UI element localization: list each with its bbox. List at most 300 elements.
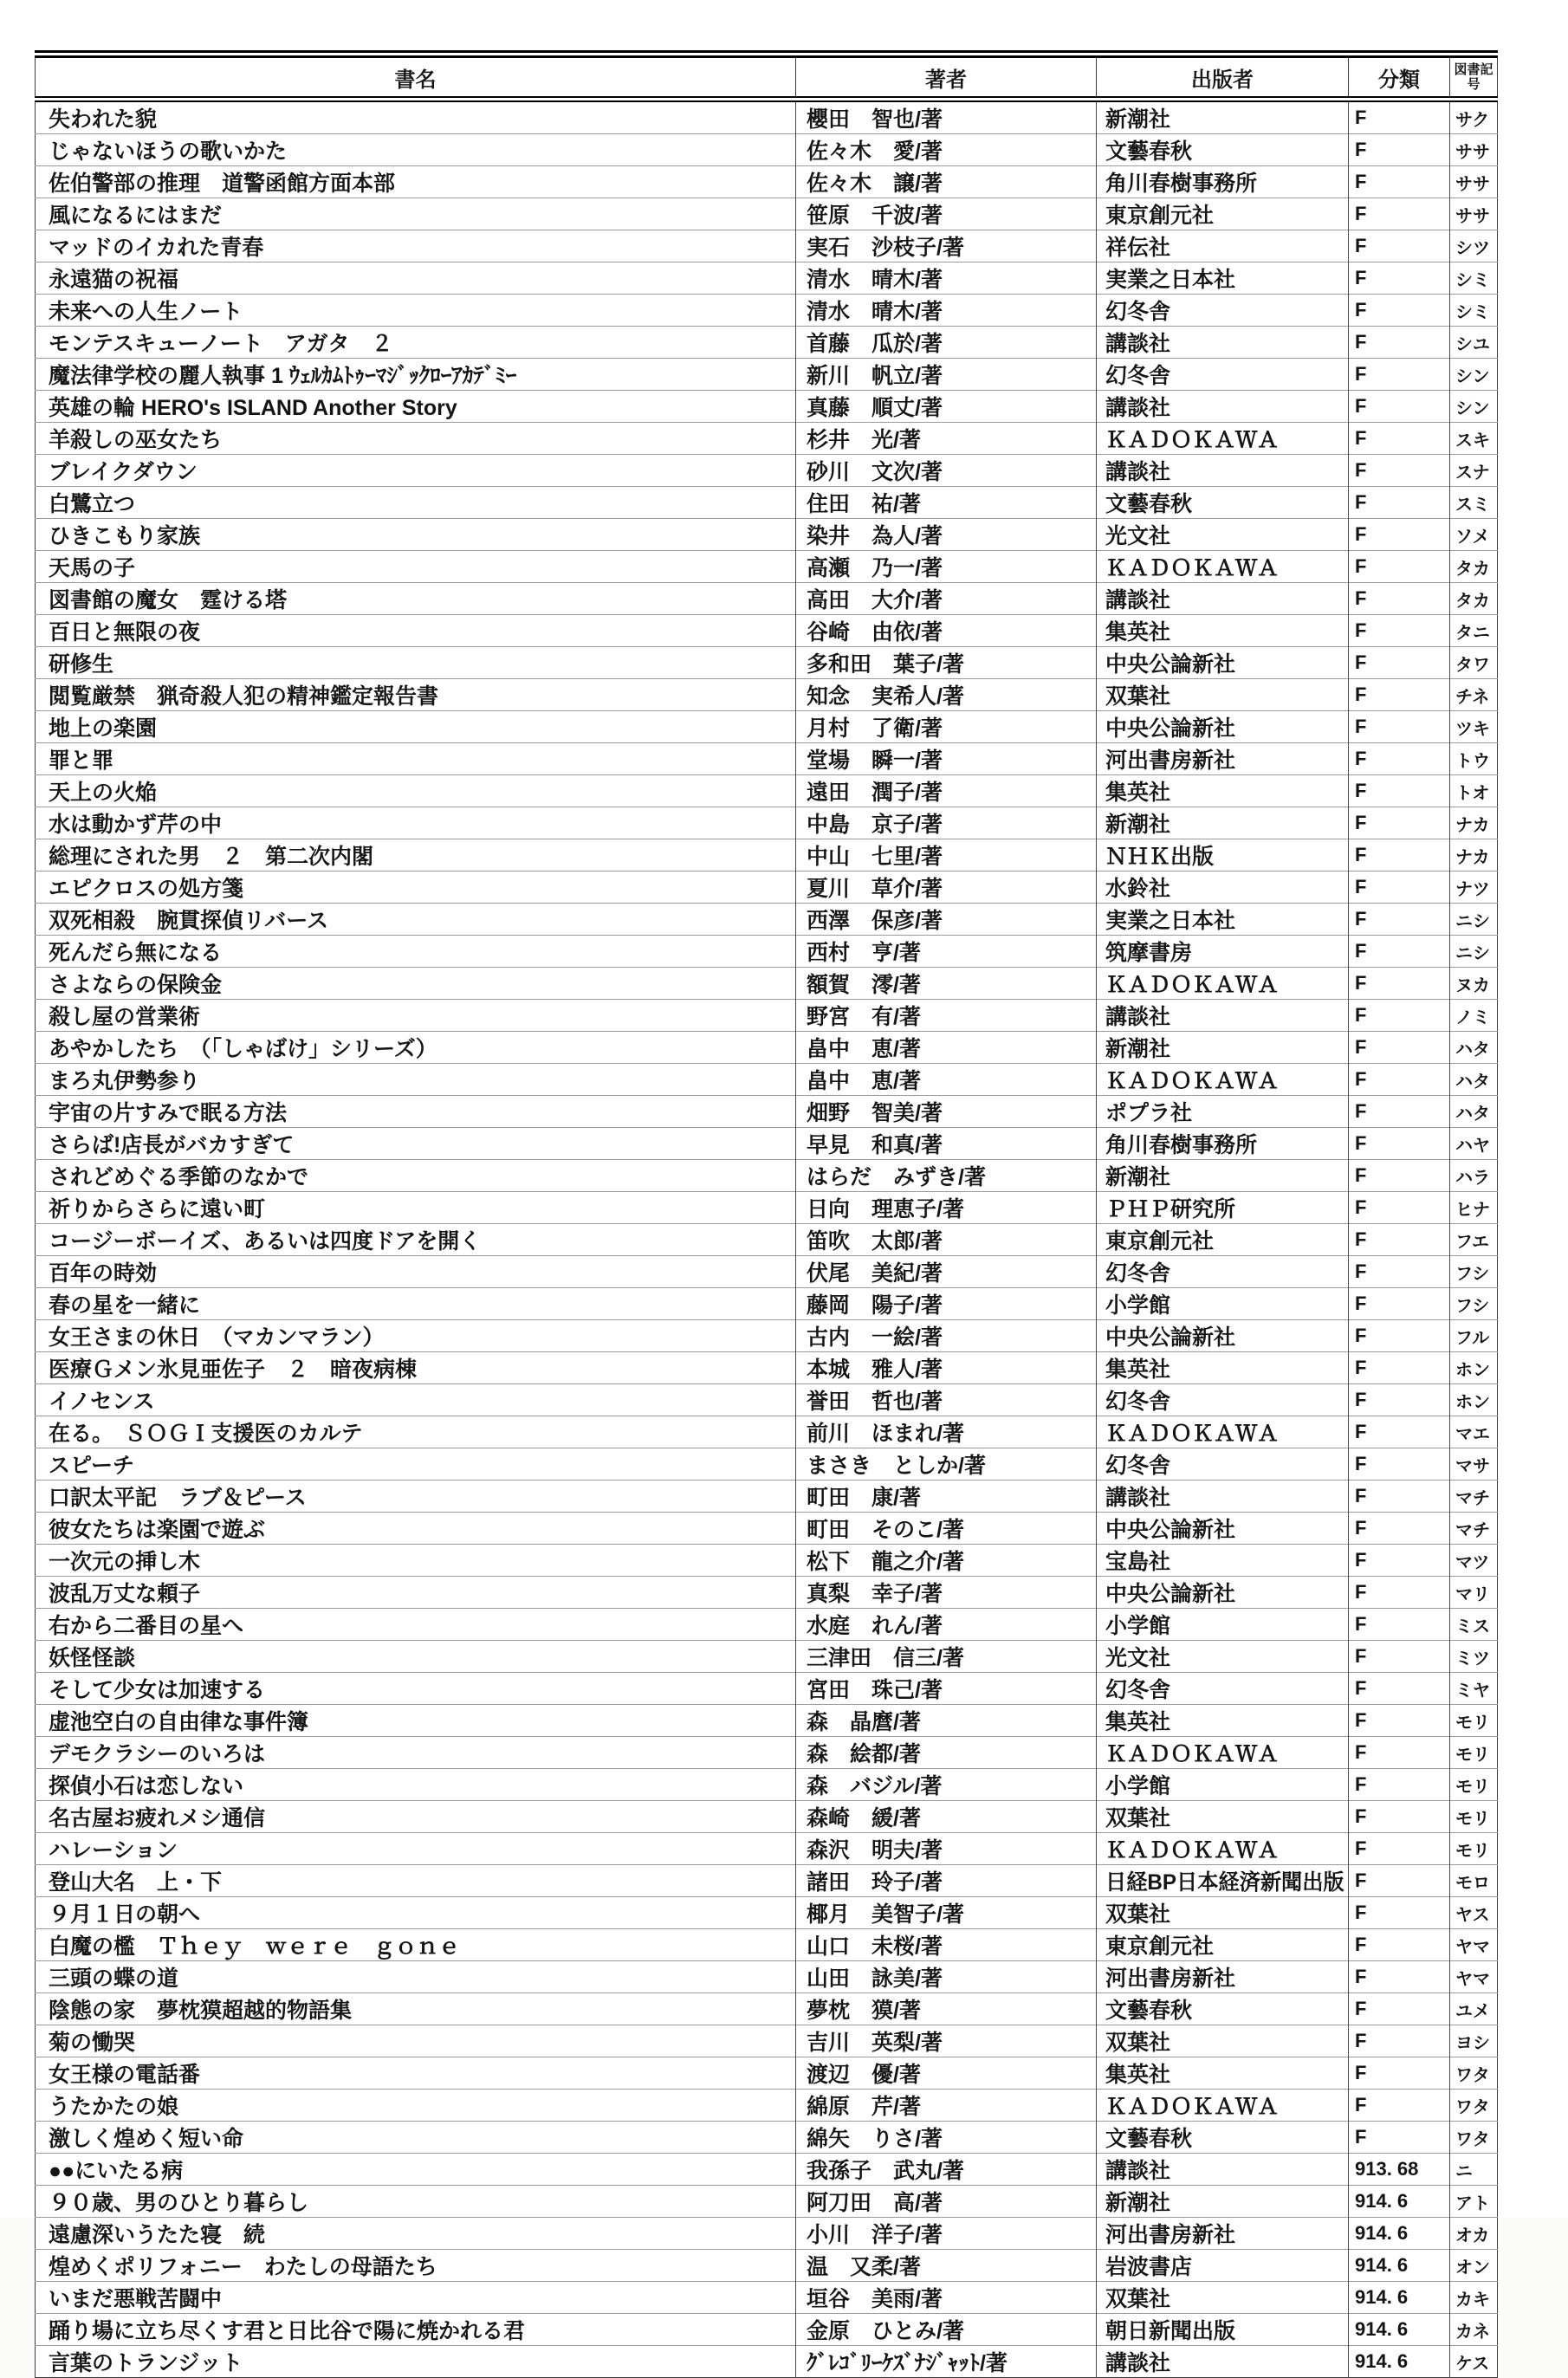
book-publisher: 日経BP日本経済新聞出版	[1105, 1870, 1344, 1895]
classification-cell	[1349, 262, 1450, 295]
book-ndc-class: F	[1355, 363, 1367, 385]
author-cell	[796, 2090, 1097, 2122]
book-publisher: 文藝春秋	[1105, 1999, 1193, 2023]
mark-cell	[1450, 904, 1498, 936]
book-shelf-mark: マリ	[1455, 1584, 1490, 1604]
book-author: 真梨 幸子/著	[807, 1582, 943, 1606]
title-cell	[36, 1929, 796, 1961]
book-title: そして少女は加速する	[49, 1678, 266, 1702]
title-cell	[36, 487, 796, 519]
book-title: 女王さまの休日 （マカンマラン）	[49, 1325, 385, 1350]
book-title: 死んだら無になる	[49, 941, 223, 965]
table-row	[36, 2346, 1498, 2378]
book-publisher: 筑摩書房	[1105, 941, 1193, 965]
publisher-cell	[1097, 1769, 1349, 1801]
book-publisher: 幻冬舎	[1105, 364, 1171, 388]
author-cell	[796, 2346, 1097, 2378]
title-cell	[36, 904, 796, 936]
book-publisher: 角川春樹事務所	[1105, 172, 1258, 196]
title-cell	[36, 839, 796, 872]
author-cell	[796, 1032, 1097, 1064]
classification-cell	[1349, 551, 1450, 583]
book-ndc-class: F	[1355, 267, 1367, 288]
classification-cell	[1349, 1577, 1450, 1609]
book-title: 探偵小石は恋しない	[49, 1774, 244, 1798]
book-publisher: 講談社	[1105, 396, 1171, 420]
author-cell	[796, 1833, 1097, 1865]
author-cell	[796, 1256, 1097, 1288]
title-cell	[36, 936, 796, 968]
book-ndc-class: F	[1355, 1517, 1367, 1539]
title-cell	[36, 1833, 796, 1865]
publisher-cell	[1097, 1128, 1349, 1160]
mark-cell	[1450, 359, 1498, 391]
title-cell	[36, 1769, 796, 1801]
publisher-cell	[1097, 455, 1349, 487]
book-title: さらば!店長がバカすぎて	[49, 1133, 295, 1157]
author-cell	[796, 1064, 1097, 1096]
book-author: 日向 理恵子/著	[807, 1197, 964, 1221]
publisher-cell	[1097, 1352, 1349, 1384]
book-title: 羊殺しの巫女たち	[49, 428, 223, 452]
author-cell	[796, 2025, 1097, 2057]
author-cell	[796, 1384, 1097, 1416]
mark-cell	[1450, 1993, 1498, 2025]
classification-cell	[1349, 1128, 1450, 1160]
publisher-cell	[1097, 1320, 1349, 1352]
book-publisher: 文藝春秋	[1105, 2127, 1193, 2151]
table-row	[36, 1801, 1498, 1833]
table-row	[36, 487, 1498, 519]
classification-cell	[1349, 2250, 1450, 2282]
author-cell	[796, 1224, 1097, 1256]
book-author: 三津田 信三/著	[807, 1646, 964, 1670]
classification-cell	[1349, 711, 1450, 743]
mark-cell	[1450, 1128, 1498, 1160]
mark-cell	[1450, 487, 1498, 519]
book-ndc-class: F	[1355, 299, 1367, 321]
classification-cell	[1349, 2282, 1450, 2314]
classification-cell	[1349, 1448, 1450, 1481]
publisher-cell	[1097, 1641, 1349, 1673]
mark-cell	[1450, 1833, 1498, 1865]
classification-cell	[1349, 1352, 1450, 1384]
classification-cell	[1349, 2346, 1450, 2378]
author-cell	[796, 1192, 1097, 1224]
publisher-cell	[1097, 872, 1349, 904]
book-title: 妖怪怪談	[49, 1646, 136, 1670]
book-shelf-mark: シン	[1455, 398, 1490, 418]
title-cell	[36, 455, 796, 487]
book-author: 月村 了衛/著	[807, 716, 943, 741]
author-cell	[796, 2218, 1097, 2250]
publisher-cell	[1097, 2057, 1349, 2090]
table-row	[36, 2218, 1498, 2250]
book-ndc-class: F	[1355, 908, 1367, 930]
book-ndc-class: F	[1355, 1260, 1367, 1282]
classification-cell	[1349, 2025, 1450, 2057]
book-ndc-class: 914. 6	[1355, 2318, 1409, 2340]
book-ndc-class: F	[1355, 1036, 1367, 1058]
mark-cell	[1450, 2025, 1498, 2057]
mark-cell	[1450, 968, 1498, 1000]
book-author: 砂川 文次/著	[807, 460, 943, 484]
book-title: 遠慮深いうたた寝 続	[49, 2223, 266, 2247]
title-cell	[36, 1160, 796, 1192]
book-shelf-mark: ナカ	[1455, 847, 1490, 867]
book-shelf-mark: スミ	[1455, 495, 1490, 515]
classification-cell	[1349, 1737, 1450, 1769]
book-ndc-class: F	[1355, 1677, 1367, 1699]
book-shelf-mark: ヤマ	[1455, 1937, 1490, 1957]
book-shelf-mark: チネ	[1455, 687, 1490, 707]
book-ndc-class: F	[1355, 716, 1367, 737]
book-publisher: 角川春樹事務所	[1105, 1133, 1258, 1157]
book-ndc-class: F	[1355, 1837, 1367, 1859]
table-row	[36, 807, 1498, 839]
book-ndc-class: F	[1355, 780, 1367, 801]
book-author: 渡辺 優/著	[807, 2063, 921, 2087]
table-row	[36, 1000, 1498, 1032]
book-author: 町田 康/著	[807, 1486, 921, 1510]
mark-cell	[1450, 711, 1498, 743]
book-title: 図書館の魔女 霆ける塔	[49, 588, 288, 612]
book-author: 金原 ひとみ/著	[807, 2319, 964, 2343]
book-title: 激しく煌めく短い命	[49, 2127, 244, 2151]
book-ndc-class: F	[1355, 107, 1367, 128]
classification-cell	[1349, 2186, 1450, 2218]
book-author: 笹原 千波/著	[807, 204, 943, 228]
book-ndc-class: F	[1355, 1293, 1367, 1314]
book-title: 永遠猫の祝福	[49, 268, 179, 292]
book-ndc-class: F	[1355, 1773, 1367, 1795]
mark-cell	[1450, 1801, 1498, 1833]
book-publisher: ＫＡＤＯＫＡＷＡ	[1105, 428, 1280, 452]
book-title: 名古屋お疲れメシ通信	[49, 1806, 266, 1830]
title-cell	[36, 1577, 796, 1609]
author-cell	[796, 1481, 1097, 1513]
book-title: エピクロスの処方箋	[49, 877, 244, 901]
classification-cell	[1349, 100, 1450, 134]
table-row	[36, 679, 1498, 711]
book-title: 天上の火焔	[49, 781, 158, 805]
title-cell	[36, 198, 796, 230]
author-cell	[796, 1705, 1097, 1737]
book-publisher: 実業之日本社	[1105, 268, 1236, 292]
book-author: 藤岡 陽子/著	[807, 1293, 943, 1318]
title-cell	[36, 2186, 796, 2218]
col-header-publisher: 出版者	[1097, 55, 1349, 100]
classification-cell	[1349, 2057, 1450, 2090]
mark-cell	[1450, 134, 1498, 166]
publisher-cell	[1097, 904, 1349, 936]
book-ndc-class: F	[1355, 1100, 1367, 1122]
book-ndc-class: F	[1355, 619, 1367, 641]
table-row	[36, 1961, 1498, 1993]
book-title: 一次元の挿し木	[49, 1550, 201, 1574]
book-ndc-class: F	[1355, 1998, 1367, 2019]
book-ndc-class: F	[1355, 171, 1367, 192]
book-publisher: 文藝春秋	[1105, 492, 1193, 516]
table-row	[36, 455, 1498, 487]
book-author: 堂場 瞬一/著	[807, 748, 943, 773]
classification-cell	[1349, 2218, 1450, 2250]
book-shelf-mark: シミ	[1455, 302, 1490, 322]
book-shelf-mark: スナ	[1455, 463, 1490, 483]
col-header-title: 書名	[36, 55, 796, 100]
publisher-cell	[1097, 936, 1349, 968]
book-title: 彼女たちは楽園で遊ぶ	[49, 1518, 266, 1542]
title-cell	[36, 134, 796, 166]
mark-cell	[1450, 1256, 1498, 1288]
classification-cell	[1349, 1865, 1450, 1897]
book-title: 百年の時効	[49, 1261, 158, 1286]
book-publisher: ＫＡＤＯＫＡＷＡ	[1105, 1069, 1280, 1093]
book-author: 椰月 美智子/著	[807, 1902, 964, 1927]
classification-cell	[1349, 775, 1450, 807]
title-cell	[36, 1448, 796, 1481]
mark-cell	[1450, 1609, 1498, 1641]
book-publisher: 双葉社	[1105, 1902, 1171, 1927]
table-row	[36, 1064, 1498, 1096]
book-shelf-mark: ササ	[1455, 174, 1490, 194]
mark-cell	[1450, 1737, 1498, 1769]
publisher-cell	[1097, 2218, 1349, 2250]
author-cell	[796, 487, 1097, 519]
book-publisher: 宝島社	[1105, 1550, 1171, 1574]
book-author: 本城 雅人/著	[807, 1357, 943, 1382]
book-publisher: 東京創元社	[1105, 204, 1215, 228]
book-shelf-mark: マエ	[1455, 1424, 1490, 1444]
mark-cell	[1450, 936, 1498, 968]
book-title: 波乱万丈な頼子	[49, 1582, 201, 1606]
mark-cell	[1450, 1352, 1498, 1384]
author-cell	[796, 423, 1097, 455]
book-author: 畠中 恵/著	[807, 1069, 921, 1093]
book-publisher: 小学館	[1105, 1293, 1171, 1318]
table-row	[36, 166, 1498, 198]
book-shelf-mark: マチ	[1455, 1488, 1490, 1508]
publisher-cell	[1097, 711, 1349, 743]
table-row	[36, 134, 1498, 166]
book-author: 山田 詠美/著	[807, 1967, 943, 1991]
classification-cell	[1349, 1320, 1450, 1352]
book-shelf-mark: ハタ	[1455, 1072, 1490, 1092]
publisher-cell	[1097, 1577, 1349, 1609]
book-title: 右から二番目の星へ	[49, 1614, 244, 1638]
book-author: 多和田 葉子/著	[807, 652, 964, 677]
title-cell	[36, 1288, 796, 1320]
book-publisher: 幻冬舎	[1105, 1454, 1171, 1478]
author-cell	[796, 647, 1097, 679]
book-shelf-mark: ニ	[1455, 2161, 1473, 2181]
book-title: モンテスキューノート アガタ ２	[49, 332, 393, 356]
book-author: 高瀬 乃一/著	[807, 556, 943, 580]
book-publisher: 集英社	[1105, 781, 1171, 805]
table-row	[36, 551, 1498, 583]
book-author: 杉井 光/著	[807, 428, 921, 452]
book-shelf-mark: モリ	[1455, 1713, 1490, 1733]
table-row	[36, 1737, 1498, 1769]
book-shelf-mark: モリ	[1455, 1841, 1490, 1861]
book-author: 住田 祐/著	[807, 492, 921, 516]
book-publisher: 集英社	[1105, 1710, 1171, 1734]
title-cell	[36, 2346, 796, 2378]
book-author: 野宮 有/著	[807, 1005, 921, 1029]
table-body	[36, 100, 1498, 2378]
author-cell	[796, 904, 1097, 936]
classification-cell	[1349, 807, 1450, 839]
mark-cell	[1450, 166, 1498, 198]
classification-cell	[1349, 904, 1450, 936]
book-ndc-class: F	[1355, 1132, 1367, 1154]
book-shelf-mark: ニシ	[1455, 911, 1490, 931]
author-cell	[796, 2314, 1097, 2346]
book-title: されどめぐる季節のなかで	[49, 1165, 309, 1189]
book-author: 知念 実希人/著	[807, 684, 964, 709]
mark-cell	[1450, 2250, 1498, 2282]
title-cell	[36, 2218, 796, 2250]
title-cell	[36, 1641, 796, 1673]
table-row	[36, 1352, 1498, 1384]
publisher-cell	[1097, 2282, 1349, 2314]
book-ndc-class: F	[1355, 1389, 1367, 1410]
book-publisher: 中央公論新社	[1105, 716, 1236, 741]
table-row	[36, 1224, 1498, 1256]
classification-cell	[1349, 1000, 1450, 1032]
book-shelf-mark: オカ	[1455, 2226, 1490, 2245]
book-title: マッドのイカれた青春	[49, 236, 264, 260]
book-author: まさき としか/著	[807, 1454, 986, 1478]
book-title: うたかたの娘	[49, 2095, 179, 2119]
book-publisher: ＫＡＤＯＫＡＷＡ	[1105, 1422, 1280, 1446]
book-shelf-mark: マサ	[1455, 1456, 1490, 1476]
book-publisher: 小学館	[1105, 1774, 1171, 1798]
title-cell	[36, 2057, 796, 2090]
book-shelf-mark: タカ	[1455, 559, 1490, 579]
classification-cell	[1349, 423, 1450, 455]
classification-cell	[1349, 1224, 1450, 1256]
author-cell	[796, 1673, 1097, 1705]
book-author: 伏尾 美紀/著	[807, 1261, 943, 1286]
publisher-cell	[1097, 519, 1349, 551]
author-cell	[796, 968, 1097, 1000]
book-shelf-mark: モリ	[1455, 1777, 1490, 1797]
publisher-cell	[1097, 391, 1349, 423]
book-publisher: ＫＡＤＯＫＡＷＡ	[1105, 1742, 1280, 1766]
publisher-cell	[1097, 1865, 1349, 1897]
table-row	[36, 2025, 1498, 2057]
publisher-cell	[1097, 551, 1349, 583]
book-ndc-class: F	[1355, 1068, 1367, 1090]
mark-cell	[1450, 1481, 1498, 1513]
book-title: 英雄の輪 HERO's ISLAND Another Story	[49, 396, 457, 420]
table-row	[36, 1096, 1498, 1128]
author-cell	[796, 1320, 1097, 1352]
classification-cell	[1349, 1064, 1450, 1096]
title-cell	[36, 1320, 796, 1352]
table-row	[36, 1929, 1498, 1961]
book-author: 町田 そのこ/著	[807, 1518, 964, 1542]
publisher-cell	[1097, 583, 1349, 615]
book-ndc-class: 914. 6	[1355, 2222, 1409, 2244]
publisher-cell	[1097, 2346, 1349, 2378]
mark-cell	[1450, 1865, 1498, 1897]
table-row	[36, 2122, 1498, 2154]
book-author: 山口 未桜/著	[807, 1934, 943, 1959]
book-title: デモクラシーのいろは	[49, 1742, 266, 1766]
book-ndc-class: F	[1355, 1164, 1367, 1186]
author-cell	[796, 1577, 1097, 1609]
book-title: 魔法律学校の麗人執事 1 ｳｪﾙｶﾑﾄｩｰﾏｼﾞｯｸﾛｰｱｶﾃﾞﾐｰ	[49, 364, 517, 388]
author-cell	[796, 1609, 1097, 1641]
author-cell	[796, 1000, 1097, 1032]
classification-cell	[1349, 1160, 1450, 1192]
title-cell	[36, 615, 796, 647]
title-cell	[36, 1192, 796, 1224]
table-row	[36, 968, 1498, 1000]
table-row	[36, 295, 1498, 327]
mark-cell	[1450, 1929, 1498, 1961]
book-publisher: 新潮社	[1105, 813, 1171, 837]
publisher-cell	[1097, 2250, 1349, 2282]
book-shelf-mark: シン	[1455, 366, 1490, 386]
table-row	[36, 359, 1498, 391]
book-publisher: ＫＡＤＯＫＡＷＡ	[1105, 973, 1280, 997]
book-author: 西村 亨/著	[807, 941, 921, 965]
author-cell	[796, 1641, 1097, 1673]
publisher-cell	[1097, 1801, 1349, 1833]
book-publisher: 光文社	[1105, 524, 1171, 548]
classification-cell	[1349, 198, 1450, 230]
author-cell	[796, 1929, 1097, 1961]
publisher-cell	[1097, 487, 1349, 519]
author-cell	[796, 743, 1097, 775]
publisher-cell	[1097, 423, 1349, 455]
book-title: 医療Ｇメン氷見亜佐子 ２ 暗夜病棟	[49, 1357, 418, 1382]
classification-cell	[1349, 1032, 1450, 1064]
book-publisher: 幻冬舎	[1105, 1678, 1171, 1702]
table-row	[36, 1192, 1498, 1224]
book-author: 櫻田 智也/著	[807, 107, 943, 132]
book-author: 畑野 智美/著	[807, 1101, 943, 1125]
book-shelf-mark: カネ	[1455, 2322, 1490, 2342]
book-publisher: 中央公論新社	[1105, 1582, 1236, 1606]
title-cell	[36, 391, 796, 423]
title-cell	[36, 1609, 796, 1641]
title-cell	[36, 2122, 796, 2154]
author-cell	[796, 2282, 1097, 2314]
title-cell	[36, 647, 796, 679]
book-ndc-class: F	[1355, 1325, 1367, 1346]
classification-cell	[1349, 936, 1450, 968]
publisher-cell	[1097, 1609, 1349, 1641]
mark-cell	[1450, 1705, 1498, 1737]
mark-cell	[1450, 100, 1498, 134]
book-ndc-class: F	[1355, 1934, 1367, 1955]
book-title: 三頭の蝶の道	[49, 1967, 179, 1991]
book-ndc-class: F	[1355, 2094, 1367, 2116]
book-title: 罪と罪	[49, 748, 114, 773]
book-publisher: 朝日新聞出版	[1105, 2319, 1236, 2343]
mark-cell	[1450, 1064, 1498, 1096]
book-ndc-class: F	[1355, 1966, 1367, 1987]
title-cell	[36, 807, 796, 839]
author-cell	[796, 936, 1097, 968]
classification-cell	[1349, 1513, 1450, 1545]
book-shelf-mark: タワ	[1455, 655, 1490, 675]
col-header-mark-line2: 号	[1467, 77, 1481, 92]
